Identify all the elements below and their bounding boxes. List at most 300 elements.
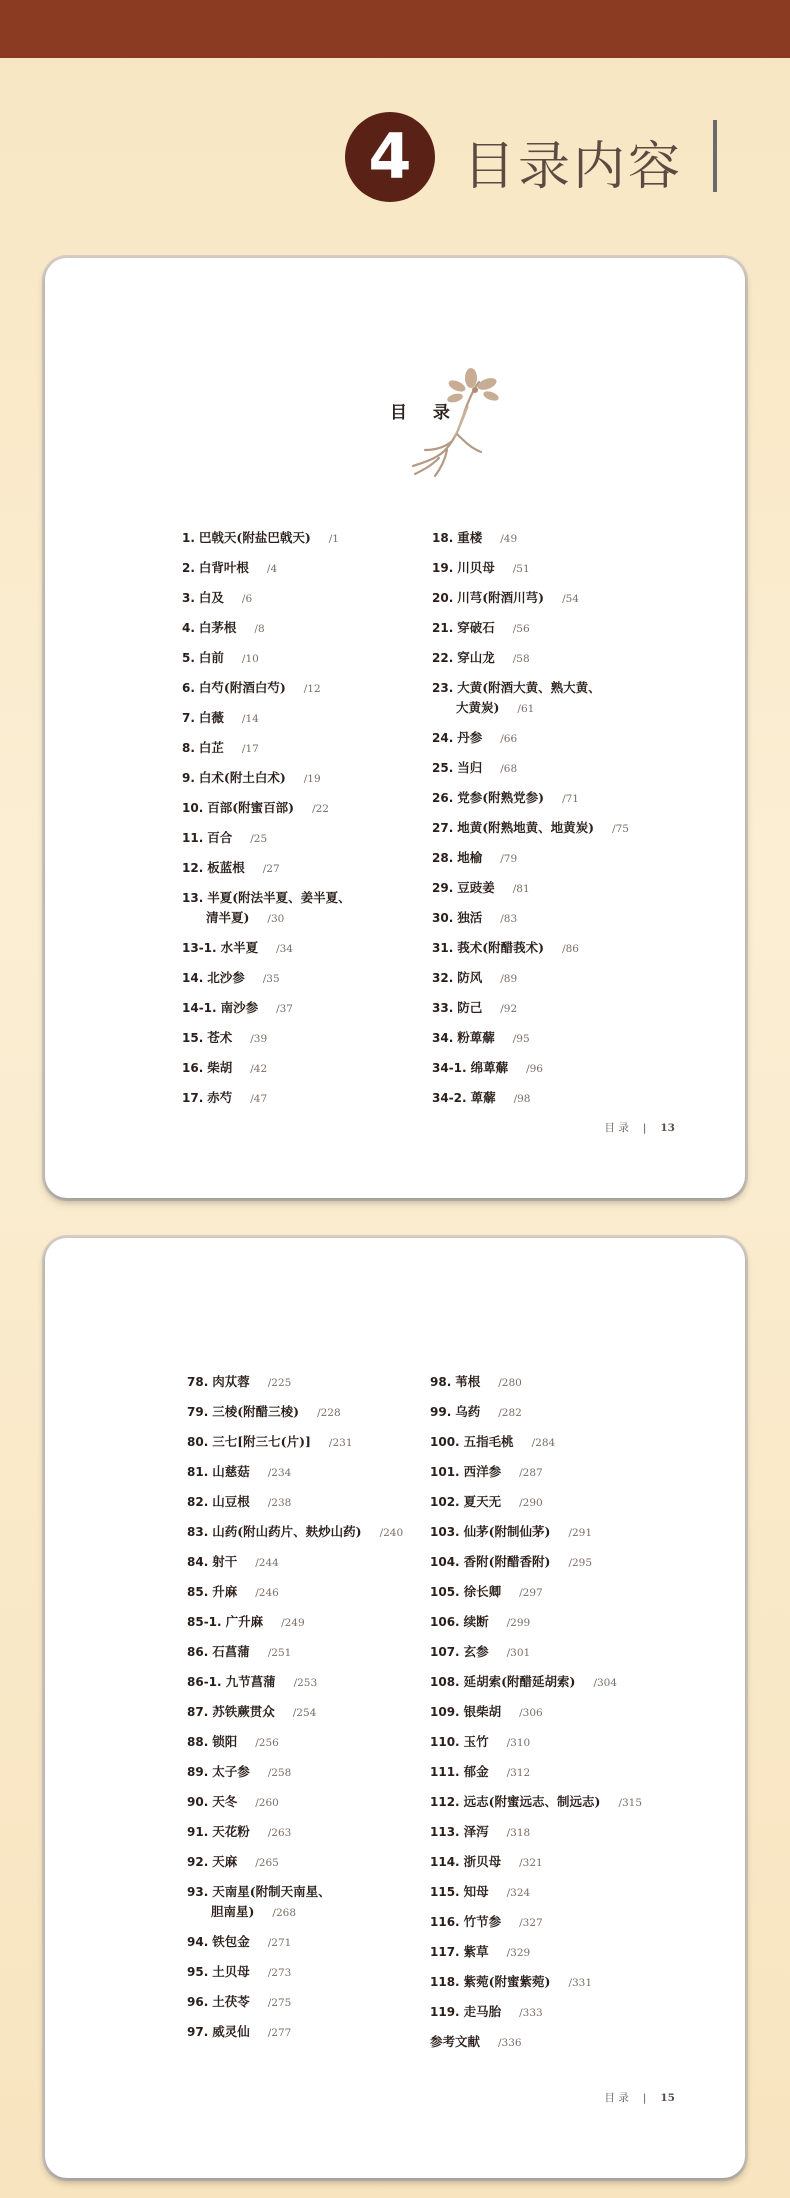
entry-page-ref: /92 [500, 1003, 518, 1015]
toc-entry[interactable] [182, 588, 252, 609]
entry-page-ref: /304 [593, 1677, 618, 1689]
entry-page-ref: /89 [500, 973, 518, 985]
entry-number: 4. [182, 621, 195, 635]
toc-page-2 [45, 1238, 745, 2178]
entry-number: 34-1. [432, 1061, 467, 1075]
toc-entry[interactable] [432, 848, 517, 869]
toc-entry[interactable] [432, 558, 530, 579]
toc-entry[interactable] [432, 938, 579, 959]
toc-entry[interactable] [430, 1702, 543, 1723]
entry-page-ref: /17 [241, 743, 259, 755]
entry-title: 板蓝根 [207, 860, 245, 875]
entry-page-ref: /96 [526, 1063, 543, 1075]
entry-title: 天南星(附制天南星、 [212, 1884, 331, 1899]
entry-page-ref: /268 [272, 1907, 297, 1919]
entry-title-continued: 胆南星) [211, 1904, 255, 1919]
toc-entry[interactable] [432, 588, 579, 609]
entry-title: 苏铁蕨贯众 [212, 1704, 275, 1719]
entry-number: 17. [182, 1091, 204, 1105]
toc-entry[interactable] [182, 708, 259, 729]
entry-page-ref: /280 [498, 1377, 522, 1389]
entry-page-ref: /318 [506, 1827, 531, 1839]
toc-entry[interactable] [187, 1612, 305, 1633]
entry-number: 19. [432, 561, 454, 575]
entry-title: 赤芍 [207, 1090, 233, 1105]
toc-entry[interactable] [182, 1028, 267, 1049]
entry-number: 118. [430, 1975, 460, 1989]
entry-number: 117. [430, 1945, 460, 1959]
toc-entry[interactable] [182, 648, 259, 669]
toc-entry[interactable] [432, 678, 601, 719]
toc-heading: 目 录 [390, 403, 460, 423]
page-footer: 目 录 | 13 [604, 1122, 675, 1134]
toc-entry[interactable] [430, 1492, 543, 1513]
entry-number: 108. [430, 1675, 460, 1689]
entry-number: 112. [430, 1795, 460, 1809]
entry-page-ref: /39 [250, 1033, 268, 1045]
toc-entry[interactable] [432, 908, 517, 929]
entry-title: 百合 [207, 830, 233, 845]
entry-number: 5. [182, 651, 195, 665]
entry-page-ref: /329 [506, 1947, 531, 1959]
page-number: 13 [660, 1122, 675, 1134]
top-banner [0, 0, 790, 58]
entry-page-ref: /19 [303, 773, 321, 785]
toc-entry[interactable] [182, 968, 280, 989]
entry-page-ref: /42 [250, 1063, 268, 1075]
toc-entry[interactable] [430, 1882, 530, 1903]
entry-page-ref: /265 [255, 1857, 279, 1869]
entry-page-ref: /47 [250, 1093, 268, 1105]
toc-entry[interactable] [432, 1028, 530, 1049]
entry-number: 91. [187, 1825, 209, 1839]
toc-entry[interactable] [430, 1432, 555, 1453]
entry-number: 1. [182, 531, 195, 545]
entry-page-ref: /331 [568, 1977, 593, 1989]
entry-number: 14. [182, 971, 204, 985]
entry-number: 14-1. [182, 1001, 217, 1015]
toc-entry[interactable] [430, 1612, 530, 1633]
entry-page-ref: /30 [267, 913, 285, 925]
entry-number: 13. [182, 891, 204, 905]
entry-page-ref: /12 [303, 683, 321, 695]
entry-title: 威灵仙 [212, 2024, 250, 2039]
entry-page-ref: /228 [317, 1407, 341, 1419]
toc-entry[interactable] [432, 1058, 543, 1079]
entry-page-ref: /37 [276, 1003, 293, 1015]
entry-title: 川贝母 [457, 560, 495, 575]
toc-entry[interactable] [187, 1852, 279, 1873]
toc-entry[interactable] [187, 1962, 291, 1983]
entry-number: 33. [432, 1001, 454, 1015]
entry-title: 粉萆薢 [457, 1030, 495, 1045]
toc-entry[interactable] [182, 1058, 267, 1079]
toc-entry[interactable] [187, 1762, 291, 1783]
toc-entry[interactable] [182, 738, 259, 759]
toc-entry[interactable] [432, 728, 517, 749]
entry-number: 18. [432, 531, 454, 545]
toc-entry[interactable] [430, 1672, 617, 1693]
toc-entry[interactable] [182, 678, 321, 699]
entry-title: 党参(附熟党参) [457, 790, 545, 805]
toc-entry[interactable] [187, 2022, 291, 2043]
toc-entry[interactable] [430, 1402, 522, 1423]
toc-entry[interactable] [187, 1432, 353, 1453]
ginseng-illustration [395, 362, 515, 482]
entry-title: 玉竹 [463, 1734, 489, 1749]
toc-entry[interactable] [430, 1912, 543, 1933]
toc-entry[interactable] [187, 1732, 279, 1753]
entry-page-ref: /310 [506, 1737, 531, 1749]
entry-title: 柴胡 [207, 1060, 233, 1075]
entry-title: 铁包金 [212, 1934, 250, 1949]
entry-page-ref: /333 [519, 2007, 543, 2019]
entry-page-ref: /49 [500, 533, 518, 545]
entry-page-ref: /4 [266, 563, 278, 575]
entry-number: 25. [432, 761, 454, 775]
entry-title: 莪术(附醋莪术) [457, 940, 545, 955]
toc-entry[interactable] [182, 558, 277, 579]
toc-entry[interactable] [432, 758, 517, 779]
entry-title: 水半夏 [220, 940, 259, 955]
entry-number: 96. [187, 1995, 209, 2009]
entry-page-ref: /240 [379, 1527, 404, 1539]
entry-number: 95. [187, 1965, 209, 1979]
entry-number: 23. [432, 681, 454, 695]
entry-title: 九节菖蒲 [225, 1674, 276, 1689]
entry-title: 银柴胡 [463, 1704, 502, 1719]
entry-page-ref: /301 [506, 1647, 531, 1659]
toc-entry[interactable] [430, 1642, 530, 1663]
entry-page-ref: /306 [519, 1707, 543, 1719]
toc-entry[interactable] [187, 1822, 291, 1843]
entry-title: 穿破石 [457, 620, 495, 635]
entry-page-ref: /225 [267, 1377, 292, 1389]
toc-entry[interactable] [432, 1088, 531, 1109]
entry-title: 锁阳 [212, 1734, 238, 1749]
entry-title: 白茅根 [198, 620, 237, 635]
entry-number: 21. [432, 621, 454, 635]
entry-title: 白薇 [198, 710, 224, 725]
entry-page-ref: /1 [328, 533, 339, 545]
entry-title: 知母 [463, 1884, 489, 1899]
entry-number: 88. [187, 1735, 209, 1749]
entry-title: 紫草 [463, 1944, 489, 1959]
entry-number: 113. [430, 1825, 460, 1839]
entry-page-ref: /22 [312, 803, 329, 815]
entry-number: 32. [432, 971, 454, 985]
entry-number: 106. [430, 1615, 460, 1629]
entry-title: 萆薢 [470, 1090, 496, 1105]
entry-page-ref: /68 [500, 763, 518, 775]
entry-title: 白芷 [198, 740, 224, 755]
toc-entry[interactable] [187, 1492, 291, 1513]
entry-number: 103. [430, 1525, 460, 1539]
entry-number: 90. [187, 1795, 209, 1809]
entry-page-ref: /290 [519, 1497, 543, 1509]
entry-title: 丹参 [457, 730, 483, 745]
entry-title-continued: 清半夏) [206, 910, 250, 925]
toc-entry[interactable] [182, 828, 267, 849]
entry-number: 82. [187, 1495, 209, 1509]
entry-number: 34-2. [432, 1091, 467, 1105]
entry-number: 26. [432, 791, 454, 805]
entry-number: 85-1. [187, 1615, 222, 1629]
section-header [345, 110, 765, 200]
entry-title: 升麻 [212, 1584, 238, 1599]
entry-page-ref: /56 [512, 623, 530, 635]
toc-entry[interactable] [430, 2032, 522, 2053]
entry-number: 114. [430, 1855, 460, 1869]
entry-page-ref: /271 [267, 1937, 292, 1949]
entry-number: 30. [432, 911, 454, 925]
entry-number: 78. [187, 1375, 209, 1389]
entry-page-ref: /34 [276, 943, 293, 955]
entry-number: 81. [187, 1465, 209, 1479]
entry-number: 29. [432, 881, 454, 895]
entry-title: 半夏(附法半夏、姜半夏、 [207, 890, 351, 905]
entry-title: 防风 [457, 970, 483, 985]
entry-title: 天麻 [212, 1854, 238, 1869]
entry-page-ref: /8 [254, 623, 265, 635]
entry-number: 87. [187, 1705, 209, 1719]
toc-entry[interactable] [187, 1702, 316, 1723]
entry-number: 116. [430, 1915, 460, 1929]
entry-page-ref: /260 [255, 1797, 279, 1809]
entry-number: 111. [430, 1765, 460, 1779]
entry-page-ref: /312 [506, 1767, 531, 1779]
entry-page-ref: /98 [513, 1093, 531, 1105]
entry-title: 广升麻 [225, 1614, 264, 1629]
entry-page-ref: /277 [267, 2027, 292, 2039]
toc-entry[interactable] [432, 648, 530, 669]
entry-title: 巴戟天(附盐巴戟天) [198, 530, 311, 545]
entry-title: 豆豉姜 [457, 880, 495, 895]
entry-title: 五指毛桃 [463, 1434, 514, 1449]
entry-page-ref: /287 [519, 1467, 543, 1479]
entry-page-ref: /61 [517, 703, 535, 715]
toc-entry[interactable] [432, 818, 629, 839]
toc-entry[interactable] [187, 1522, 403, 1543]
entry-title: 三七[附三七(片)] [212, 1434, 311, 1449]
entry-title: 大黄(附酒大黄、熟大黄、 [457, 680, 601, 695]
toc-entry[interactable] [432, 528, 517, 549]
toc-entry[interactable] [182, 618, 265, 639]
entry-page-ref: /297 [519, 1587, 543, 1599]
entry-number: 9. [182, 771, 195, 785]
toc-entry[interactable] [187, 1372, 291, 1393]
entry-number: 31. [432, 941, 454, 955]
entry-title: 射干 [212, 1554, 238, 1569]
entry-page-ref: /275 [267, 1997, 292, 2009]
entry-title: 重楼 [457, 530, 483, 545]
entry-title: 穿山龙 [457, 650, 495, 665]
footer-label: 目 录 [604, 1122, 629, 1134]
toc-entry[interactable] [430, 1942, 530, 1963]
entry-number: 93. [187, 1885, 209, 1899]
toc-entry[interactable] [182, 998, 293, 1019]
toc-entry[interactable] [430, 1552, 592, 1573]
entry-title: 浙贝母 [463, 1854, 502, 1869]
toc-entry[interactable] [187, 1792, 279, 1813]
toc-entry[interactable] [432, 878, 530, 899]
entry-number: 8. [182, 741, 195, 755]
entry-title: 玄参 [463, 1644, 489, 1659]
toc-entry[interactable] [430, 1972, 592, 1993]
entry-page-ref: /51 [512, 563, 530, 575]
entry-number: 28. [432, 851, 454, 865]
entry-title: 竹节参 [463, 1914, 502, 1929]
toc-entry[interactable] [432, 618, 530, 639]
entry-page-ref: /263 [267, 1827, 292, 1839]
toc-entry[interactable] [182, 1088, 267, 1109]
section-number-badge: 4 [345, 112, 435, 202]
entry-number: 104. [430, 1555, 460, 1569]
entry-title: 徐长卿 [463, 1584, 502, 1599]
entry-title: 紫菀(附蜜紫菀) [463, 1974, 551, 1989]
entry-title: 地榆 [457, 850, 483, 865]
toc-entry[interactable] [182, 938, 293, 959]
entry-number: 110. [430, 1735, 460, 1749]
toc-entry[interactable] [187, 1672, 317, 1693]
toc-entry[interactable] [182, 888, 351, 929]
entry-number: 11. [182, 831, 204, 845]
entry-title: 白背叶根 [198, 560, 249, 575]
entry-title: 土贝母 [212, 1964, 250, 1979]
entry-page-ref: /244 [255, 1557, 279, 1569]
entry-page-ref: /25 [250, 833, 268, 845]
entry-page-ref: /35 [262, 973, 280, 985]
entry-number: 86. [187, 1645, 209, 1659]
entry-number: 13-1. [182, 941, 217, 955]
entry-title: 地黄(附熟地黄、地黄炭) [457, 820, 595, 835]
entry-page-ref: /6 [241, 593, 253, 605]
entry-page-ref: /246 [255, 1587, 279, 1599]
entry-number: 101. [430, 1465, 460, 1479]
entry-title: 远志(附蜜远志、制远志) [463, 1794, 601, 1809]
entry-page-ref: /234 [267, 1467, 292, 1479]
toc-entry[interactable] [187, 1932, 291, 1953]
toc-entry[interactable] [430, 1852, 543, 1873]
entry-title: 延胡索(附醋延胡索) [463, 1674, 576, 1689]
entry-number: 22. [432, 651, 454, 665]
entry-page-ref: /71 [562, 793, 579, 805]
entry-page-ref: /258 [267, 1767, 292, 1779]
entry-title: 乌药 [455, 1404, 481, 1419]
toc-entry[interactable] [430, 1582, 543, 1603]
entry-page-ref: /291 [568, 1527, 593, 1539]
entry-title: 绵萆薢 [470, 1060, 509, 1075]
entry-title: 山慈菇 [212, 1464, 250, 1479]
entry-title: 北沙参 [207, 970, 245, 985]
toc-entry[interactable] [187, 1882, 331, 1923]
toc-entry[interactable] [187, 1582, 279, 1603]
entry-number: 27. [432, 821, 454, 835]
toc-entry[interactable] [432, 968, 517, 989]
entry-page-ref: /284 [531, 1437, 556, 1449]
toc-page-1 [45, 258, 745, 1198]
entry-page-ref: /66 [500, 733, 518, 745]
entry-number: 2. [182, 561, 195, 575]
toc-entry[interactable] [182, 768, 321, 789]
entry-number: 83. [187, 1525, 209, 1539]
entry-page-ref: /256 [255, 1737, 279, 1749]
entry-page-ref: /295 [568, 1557, 593, 1569]
page-number: 15 [660, 2092, 675, 2104]
toc-entry[interactable] [187, 1462, 291, 1483]
toc-entry[interactable] [182, 798, 329, 819]
entry-number: 80. [187, 1435, 209, 1449]
entry-number: 102. [430, 1495, 460, 1509]
entry-number: 79. [187, 1405, 209, 1419]
toc-entry[interactable] [430, 1822, 530, 1843]
entry-page-ref: /58 [512, 653, 530, 665]
entry-title: 白术(附土白术) [198, 770, 286, 785]
entry-page-ref: /10 [241, 653, 259, 665]
entry-page-ref: /253 [293, 1677, 318, 1689]
toc-entry[interactable] [187, 1992, 291, 2013]
entry-number: 34. [432, 1031, 454, 1045]
toc-entry[interactable] [187, 1552, 279, 1573]
toc-entry[interactable] [430, 1372, 522, 1393]
entry-number: 97. [187, 2025, 209, 2039]
entry-title: 肉苁蓉 [212, 1374, 250, 1389]
entry-title: 白及 [198, 590, 224, 605]
toc-entry[interactable] [430, 1522, 592, 1543]
entry-page-ref: /86 [562, 943, 579, 955]
entry-title: 太子参 [212, 1764, 250, 1779]
entry-title: 石菖蒲 [212, 1644, 250, 1659]
entry-number: 94. [187, 1935, 209, 1949]
entry-title: 三棱(附醋三棱) [212, 1404, 300, 1419]
entry-title: 西洋参 [463, 1464, 502, 1479]
toc-entry[interactable] [430, 1762, 530, 1783]
toc-entry[interactable] [182, 528, 339, 549]
entry-page-ref: /81 [512, 883, 530, 895]
entry-number: 84. [187, 1555, 209, 1569]
entry-title: 土茯苓 [212, 1994, 250, 2009]
toc-entry[interactable] [187, 1402, 341, 1423]
toc-entry[interactable] [187, 1642, 291, 1663]
entry-page-ref: /324 [506, 1887, 531, 1899]
entry-number: 92. [187, 1855, 209, 1869]
entry-number: 6. [182, 681, 195, 695]
entry-title-continued: 大黄炭) [456, 700, 500, 715]
entry-page-ref: /83 [500, 913, 518, 925]
entry-title: 南沙参 [220, 1000, 259, 1015]
entry-title: 独活 [457, 910, 483, 925]
entry-title: 白芍(附酒白芍) [198, 680, 286, 695]
toc-entry[interactable] [432, 788, 579, 809]
entry-page-ref: /336 [498, 2037, 522, 2049]
entry-page-ref: /54 [562, 593, 579, 605]
toc-entry[interactable] [432, 998, 517, 1019]
toc-entry[interactable] [430, 2002, 543, 2023]
entry-number: 107. [430, 1645, 460, 1659]
entry-page-ref: /254 [292, 1707, 317, 1719]
title-divider [713, 120, 717, 192]
toc-entry[interactable] [430, 1732, 530, 1753]
entry-page-ref: /249 [281, 1617, 305, 1629]
entry-title: 郁金 [463, 1764, 489, 1779]
entry-title: 川芎(附酒川芎) [457, 590, 545, 605]
toc-entry[interactable] [182, 858, 280, 879]
entry-number: 98. [430, 1375, 452, 1389]
toc-entry[interactable] [430, 1462, 543, 1483]
entry-page-ref: /321 [519, 1857, 543, 1869]
entry-page-ref: /75 [612, 823, 629, 835]
toc-entry[interactable] [430, 1792, 642, 1813]
